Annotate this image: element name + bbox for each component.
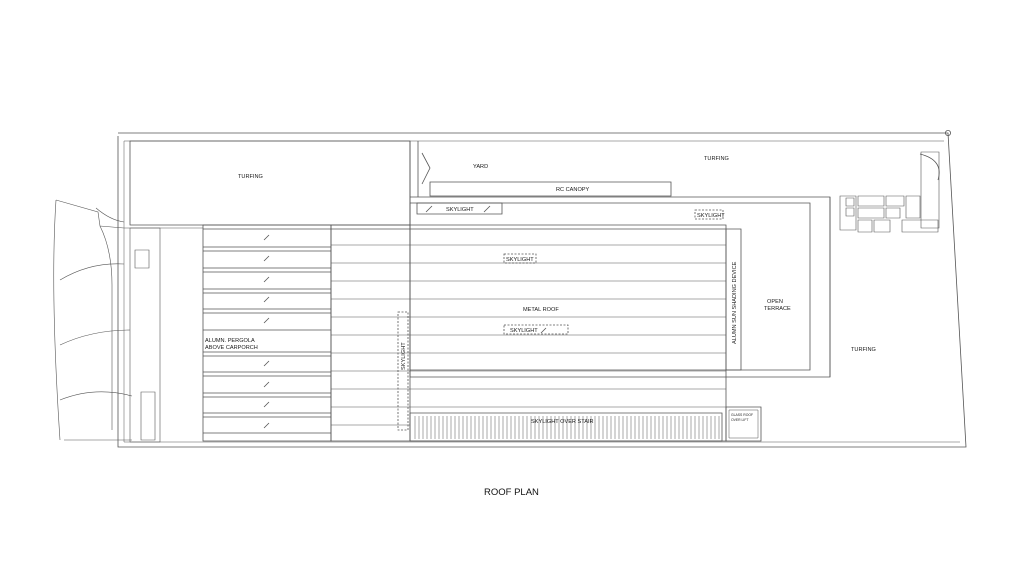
label-skylight-top-right: SKYLIGHT [697, 213, 725, 219]
label-skylight-vertical: SKYLIGHT [401, 342, 407, 370]
skylight-tick [484, 206, 490, 212]
label-pergola-line2: ABOVE CARPORCH [205, 345, 258, 351]
left-driveway-ramp [54, 200, 203, 442]
metal-roof-lines [331, 245, 726, 425]
label-rc-canopy: RC CANOPY [556, 187, 590, 193]
terrace-outline [410, 203, 810, 370]
label-open-terrace-line1: OPEN [767, 299, 783, 305]
yard-gate-chevron [422, 153, 430, 184]
site-boundary [118, 133, 966, 447]
label-small-box-line2: OVER LIFT [731, 418, 749, 422]
label-turfing-right: TURFING [851, 347, 876, 353]
pergola-block [203, 225, 331, 441]
label-yard: YARD [473, 164, 489, 170]
label-small-box-line1: GLASS ROOF [731, 413, 754, 417]
pergola-ticks [264, 235, 269, 428]
label-turfing-top: TURFING [704, 156, 729, 162]
label-turfing-left: TURFING [238, 174, 263, 180]
label-skylight-over-stair: SKYLIGHT OVER STAIR [531, 419, 594, 425]
rc-canopy-outline [430, 182, 671, 196]
label-sun-shading: ALUMN SUN SHADING DEVICE [732, 261, 738, 344]
label-open-terrace-line2: TERRACE [764, 306, 791, 312]
label-pergola-line1: ALUMN. PERGOLA [205, 338, 255, 344]
label-metal-roof: METAL ROOF [523, 307, 559, 313]
right-gate-arc [920, 154, 939, 180]
left-turfing-area [130, 141, 410, 225]
upper-building-outline [410, 197, 830, 377]
drawing-title: ROOF PLAN [484, 487, 539, 498]
right-shed-blocks [840, 152, 939, 232]
label-skylight-lower: SKYLIGHT [510, 328, 538, 334]
skylight-tick [426, 206, 432, 212]
label-skylight-center: SKYLIGHT [506, 257, 534, 263]
skylight-tick [541, 328, 546, 333]
label-skylight-top-left: SKYLIGHT [446, 207, 474, 213]
